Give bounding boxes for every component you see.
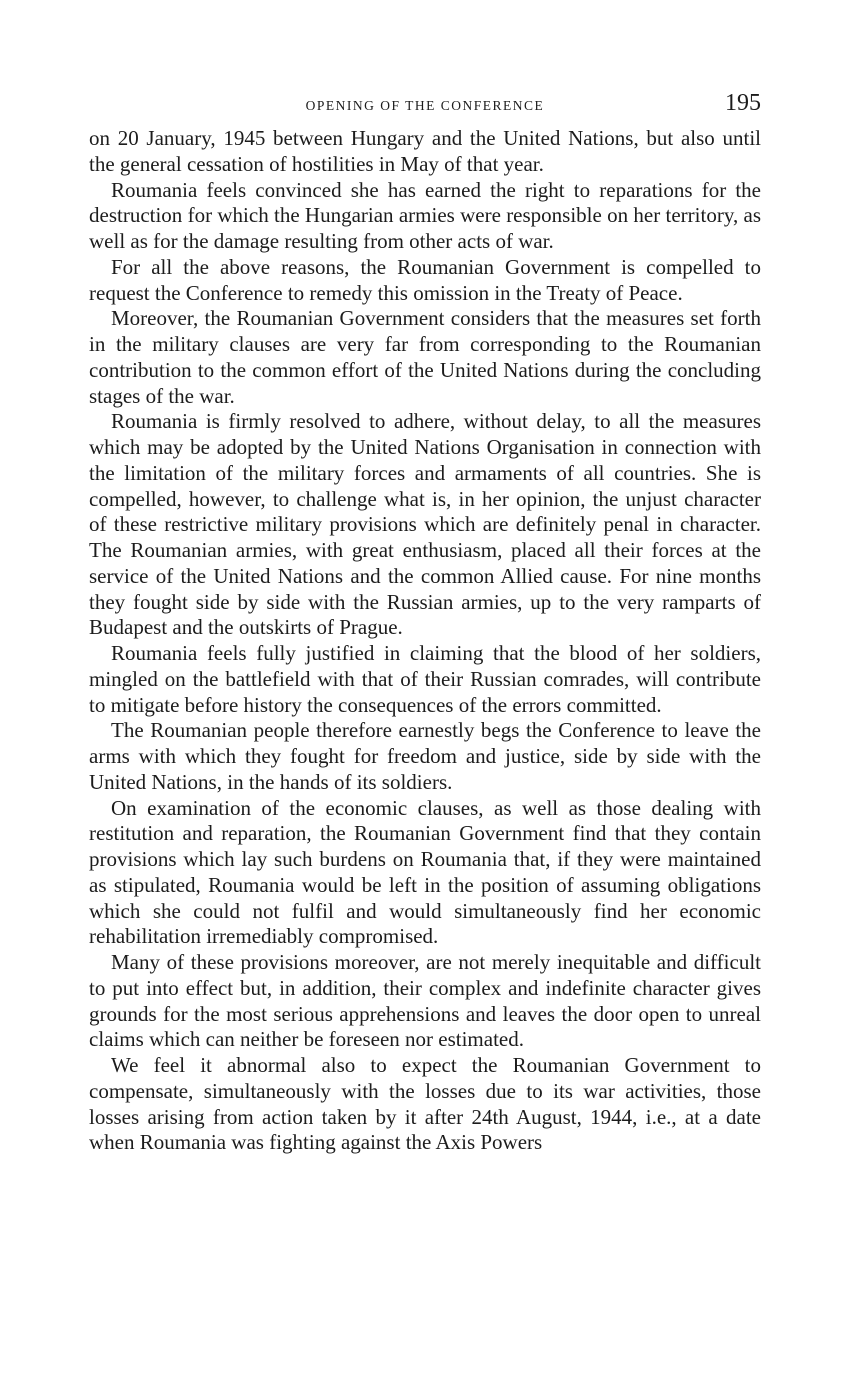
document-page: [89, 86, 761, 1156]
paragraph-continued: on 20 January, 1945 between Hungary and the United Nations, but also until the general cessation of hostilities in May of that year.: [89, 126, 761, 176]
page-number: 195: [725, 90, 761, 116]
paragraph-military-clauses: Moreover, the Roumanian Government considers that the measures set forth in the military clauses are very far from corresponding to the Roumanian contribution to the common effort of the United Nations during the concluding stages of the war.: [89, 306, 761, 408]
running-header: [89, 86, 761, 126]
paragraph-request: For all the above reasons, the Roumanian Government is compelled to request the Conference to remedy this omission in the Treaty of Peace.: [89, 254, 761, 305]
paragraph-arms: The Roumanian people therefore earnestly begs the Conference to leave the arms with which they fought for freedom and justice, side by side with the United Nations, in the hands of its soldiers.: [89, 718, 761, 794]
paragraph-reparations: Roumania feels convinced she has earned the right to reparations for the destruction for which the Hungarian armies were responsible on her territory, as well as for the damage resulting from other acts of war.: [89, 177, 761, 253]
paragraph-compensation: We feel it abnormal also to expect the Roumanian Government to compensate, simultaneously with the losses due to its war activities, those losses arising from action taken by it after 24th August, 1944, i.e., at a date when Roumania was fighting against the Axis Powers: [89, 1053, 761, 1155]
paragraph-provisions: Many of these provisions moreover, are not merely inequitable and difficult to put into effect but, in addition, their complex and indefinite character gives grounds for the most serious apprehensions and leaves the door open to unreal claims which can neither be foreseen nor estimated.: [89, 950, 761, 1052]
paragraph-economic-clauses: On examination of the economic clauses, as well as those dealing with restitution and reparation, the Roumanian Government find that they contain provisions which lay such burdens on Roumania that, if they were maintained as stipulated, Roumania would be left in the position of assuming obligations which she could not fulfil and would simultaneously find her economic rehabilitation irremediably compromised.: [89, 795, 761, 949]
body-text: [89, 126, 761, 1156]
running-title: OPENING OF THE CONFERENCE: [305, 98, 545, 113]
paragraph-soldiers: Roumania feels fully justified in claiming that the blood of her soldiers, mingled on the battlefield with that of their Russian comrades, will contribute to mitigate before history the consequences of the errors committed.: [89, 641, 761, 717]
paragraph-disarmament: Roumania is firmly resolved to adhere, without delay, to all the measures which may be adopted by the United Nations Organisation in connection with the limitation of the military forces and armaments of all countries. She is compelled, however, to challenge what is, in her opinion, the unjust character of these restrictive military provisions which are definitely penal in character. The Roumanian armies, with great enthusiasm, placed all their forces at the service of the United Nations and the common Allied cause. For nine months they fought side by side with the Russian armies, up to the very ramparts of Budapest and the outskirts of Prague.: [89, 409, 761, 640]
